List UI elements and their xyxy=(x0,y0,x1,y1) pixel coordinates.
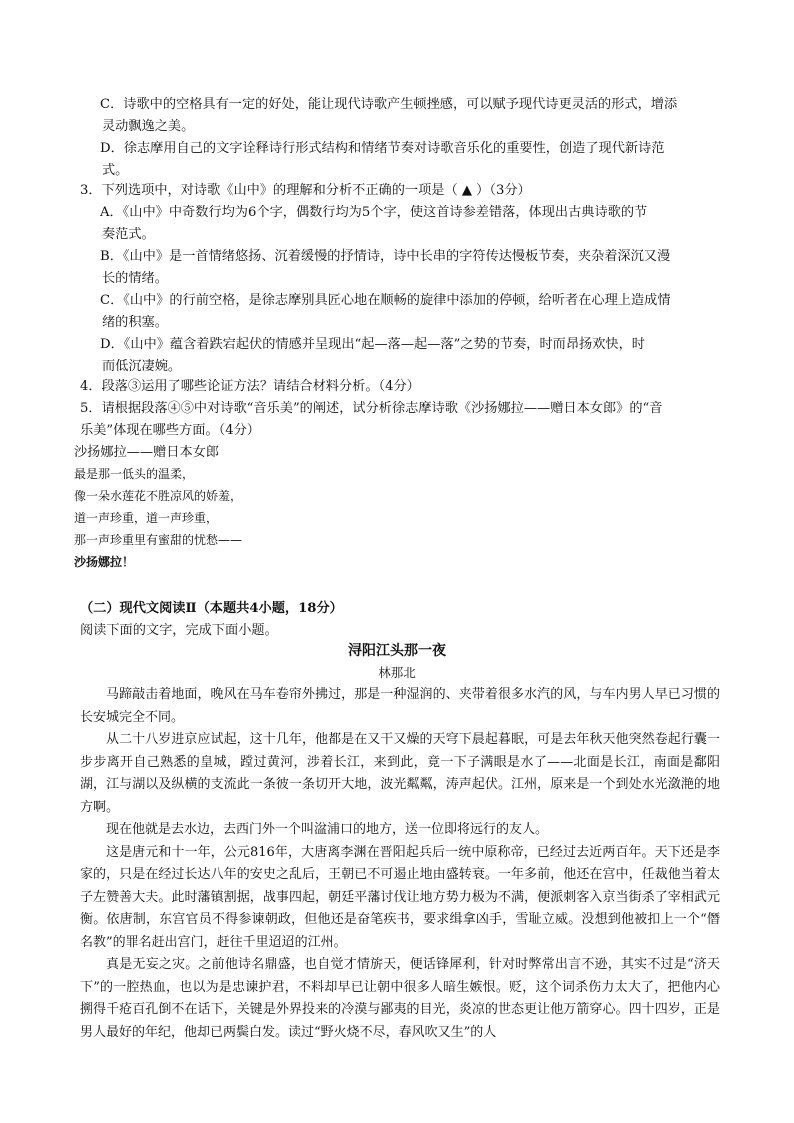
poem-line: 最是那一低头的温柔， xyxy=(74,467,195,481)
article-paragraph: 这是唐元和十一年，公元816年，大唐离李渊在晋阳起兵后一统中原称帝，已经过去近两百年。天下还是李家的，只是在经过长达八年的安史之乱后，王朝已不可遏止地由盛转衰。一年多前，他还在宫中，任裁他当着太子左赞善大夫。此时藩镇割据，战事四起，朝廷平藩讨伐让地方势力极为不满，便派刺客入京当街杀了宰相武元衡。依唐制，东宫官员不得参谏朝政，但他还是奋笔疾书，要求缉拿凶手，雪耻立威。没想到他被扣上一个“僭名教”的罪名赶出宫门，赶往千里迢迢的江州。 xyxy=(80,844,720,950)
section-heading: （二）现代文阅读Ⅱ（本题共4小题，18分） xyxy=(80,601,343,616)
q2-option-d-line2: 式。 xyxy=(102,163,129,178)
q3-option-a-line1: A．《山中》中奇数行均为6个字，偶数行均为5个字，使这首诗参差错落，体现出古典诗歌的节 xyxy=(100,205,648,220)
article-paragraph: 现在他就是去水边，去西门外一个叫湓浦口的地方，送一位即将远行的友人。 xyxy=(106,822,549,837)
article-body xyxy=(80,684,720,1044)
section-instruction: 阅读下面的文字，完成下面小题。 xyxy=(80,623,278,638)
q3-option-c-line1: C．《山中》的行前空格，是徐志摩别具匠心地在顺畅的旋律中添加的停顿，给听者在心理上造成情 xyxy=(100,293,671,308)
article-paragraph: 从二十八岁进京应试起，这十几年，他都是在又干又燥的天穹下晨起暮眠，可是去年秋天他突然卷起行囊一步步离开自己熟悉的皇城，蹚过黄河，涉着长江，来到此，竟一下子满眼是水了——北面是长江，南面是鄱阳湖，江与湖以及纵横的支流此一条彼一条切开大地，波光粼粼，涛声起伏。江州，原来是一个到处水光潋滟的地方啊。 xyxy=(80,732,720,815)
q3-option-c-line2: 绪的积塞。 xyxy=(102,315,168,330)
q2-option-d-line1: D．徐志摩用自己的文字诠释诗行形式结构和情绪节奏对诗歌音乐化的重要性，创造了现代新诗范 xyxy=(100,141,665,156)
q5-stem-line2: 乐美”体现在哪些方面。（4分） xyxy=(80,423,260,438)
article-paragraph: 马蹄敲击着地面，晚风在马车卷帘外拂过，那是一种湿润的、夹带着很多水汽的风，与车内男人早已习惯的长安城完全不同。 xyxy=(80,687,720,725)
q3-option-d-line2: 而低沉凄婉。 xyxy=(102,359,182,374)
q3-option-a-line2: 奏范式。 xyxy=(102,227,155,242)
q3-option-b-line2: 长的情绪。 xyxy=(102,271,168,286)
q3-option-b-line1: B．《山中》是一首情绪悠扬、沉着缓慢的抒情诗，诗中长串的字符传达慢板节奏，夹杂着深沉又漫 xyxy=(100,249,671,264)
article-title: 浔阳江头那一夜 xyxy=(348,643,446,659)
q2-option-c-line1: C．诗歌中的空格具有一定的好处，能让现代诗歌产生顿挫感，可以赋予现代诗更灵活的形式，增添 xyxy=(100,97,678,112)
article-paragraph: 真是无妄之灾。之前他诗名鼎盛，也自觉才情旂天，便话锋犀利，针对时弊常出言不逊，其实不过是“济天下”的一腔热血，也以为是忠谏护君，不料却早已让朝中很多人暗生嫉恨。贬，这个词杀伤力太大了，把他内心搠得千疮百孔倒不在话下，关键是外界投来的冷漠与鄙夷的目光，炎凉的世态更让他万箭穿心。四十四岁，正是男人最好的年纪，他却已两鬓白发。读过“野火烧不尽，春风吹又生”的人 xyxy=(80,957,720,1040)
q3-option-d-line1: D．《山中》蕴含着跌宕起伏的情感并呈现出“起—落—起—落”之势的节奏，时而昂扬欢快，时 xyxy=(100,337,645,352)
article-author: 林那北 xyxy=(378,665,416,680)
poem-line: 那一声珍重里有蜜甜的忧愁—— xyxy=(74,533,243,547)
q3-stem: 3．下列选项中，对诗歌《山中》的理解和分析不正确的一项是（ ▲ ）（3分） xyxy=(80,183,531,198)
poem-line: 像一朵水莲花不胜凉风的娇羞， xyxy=(74,489,243,503)
poem-line: 道一声珍重，道一声珍重， xyxy=(74,511,219,525)
q5-stem-line1: 5．请根据段落④⑤中对诗歌“音乐美”的阐述，试分析徐志摩诗歌《沙扬娜拉——赠日本女郎》的“音 xyxy=(80,401,663,416)
poem-title: 沙扬娜拉——赠日本女郎 xyxy=(74,445,220,460)
poem-line: 沙扬娜拉！ xyxy=(74,555,135,569)
q2-option-c-line2: 灵动飘逸之美。 xyxy=(102,119,195,134)
q4-stem: 4．段落③运用了哪些论证方法？请结合材料分析。（4分） xyxy=(80,379,420,394)
